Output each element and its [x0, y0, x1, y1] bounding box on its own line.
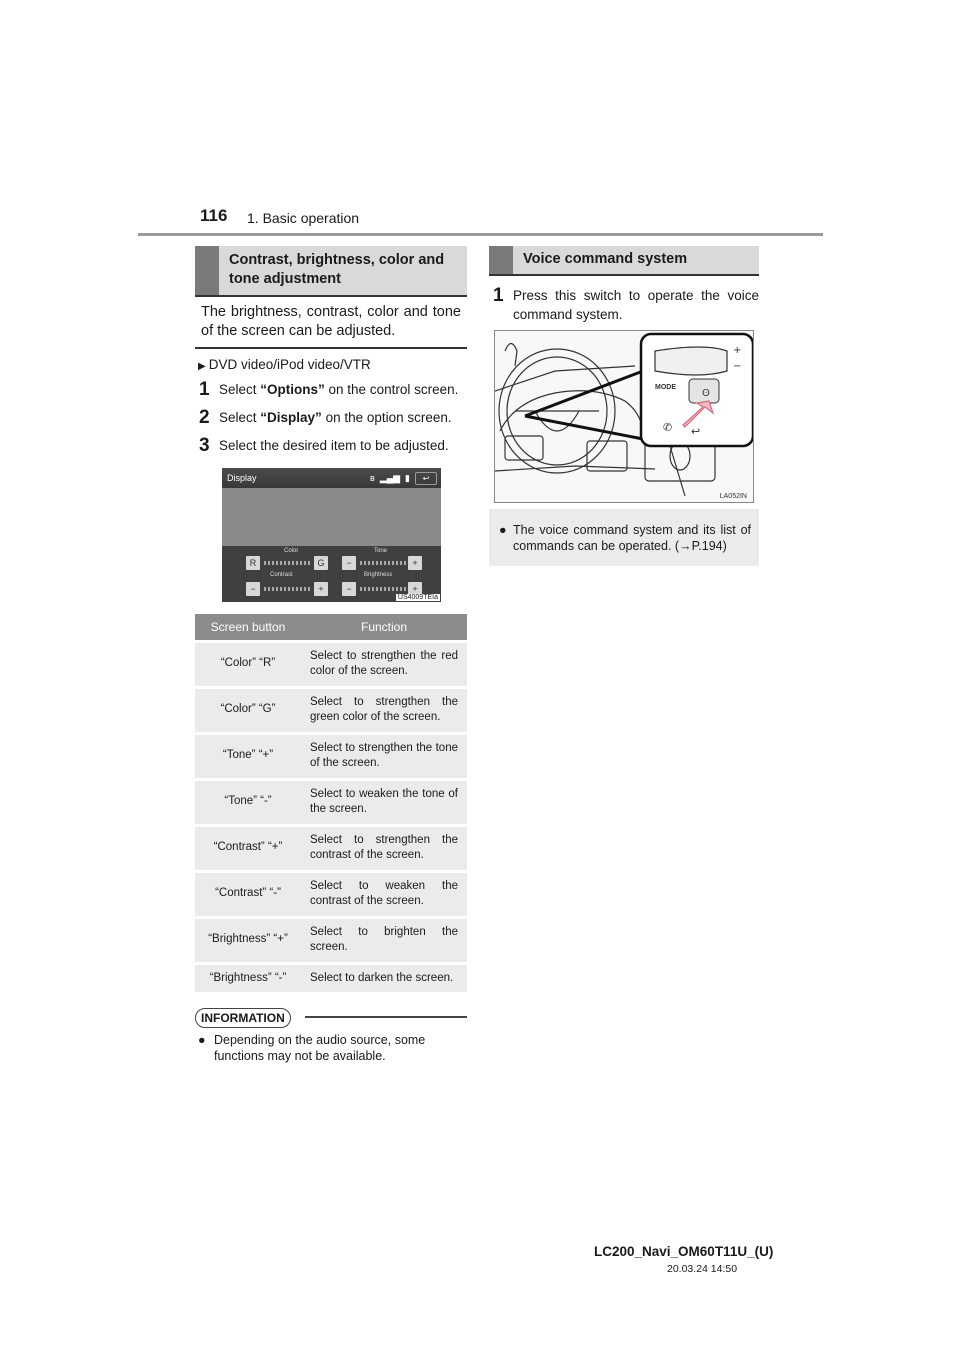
- contrast-slider: [264, 587, 312, 591]
- button-cell: “Brightness” “-”: [195, 963, 301, 992]
- button-cell: “Color” “R”: [195, 641, 301, 687]
- function-cell: Select to weaken the contrast of the screen.: [301, 871, 467, 917]
- table-row: [195, 687, 467, 733]
- step-text: Press this switch to operate the voice command system.: [513, 288, 759, 322]
- sub-bullet: [195, 357, 467, 372]
- circle-bullet-icon: ●: [499, 523, 507, 537]
- battery-icon: ▮: [405, 472, 410, 483]
- steering-wheel-illustration: [495, 331, 754, 503]
- section-heading: [195, 246, 467, 295]
- function-cell: Select to strengthen the tone of the screen.: [301, 733, 467, 779]
- contrast-minus-button: −: [246, 582, 260, 596]
- svg-text:MODE: MODE: [655, 384, 676, 391]
- contrast-label: Contrast: [270, 572, 293, 578]
- screen-preview: [222, 488, 441, 546]
- image-code: LA052IN: [719, 493, 747, 500]
- button-cell: “Contrast” “-”: [195, 871, 301, 917]
- function-cell: Select to strengthen the green color of the screen.: [301, 687, 467, 733]
- color-label: Color: [284, 548, 299, 554]
- step-3: [195, 436, 467, 456]
- svg-text:−: −: [733, 361, 742, 372]
- step-1: [489, 286, 759, 324]
- column-header: Function: [301, 614, 467, 641]
- sub-bullet-label: DVD video/iPod video/VTR: [208, 357, 371, 372]
- tone-minus-button: −: [342, 556, 356, 570]
- tone-slider: [360, 561, 408, 565]
- note-text: The voice command system and its list of commands can be operated. (→P.194): [513, 523, 751, 553]
- footer-model: LC200_Navi_OM60T11U_(U): [594, 1244, 774, 1259]
- function-cell: Select to strengthen the red color of the screen.: [301, 641, 467, 687]
- step-2: [195, 408, 467, 428]
- step-text: Select “Display” on the option screen.: [219, 410, 452, 425]
- svg-text:↩: ↩: [691, 425, 701, 438]
- note-item: [497, 522, 751, 554]
- table-row: [195, 917, 467, 963]
- note-box: [489, 509, 759, 566]
- svg-text:✆: ✆: [663, 421, 673, 434]
- step-text: Select “Options” on the control screen.: [219, 382, 459, 397]
- button-cell: “Tone” “-”: [195, 779, 301, 825]
- header-rule: [138, 233, 823, 236]
- screen-title-bar: [222, 468, 441, 488]
- heading-text: Voice command system: [523, 251, 688, 267]
- function-cell: Select to strengthen the contrast of the screen.: [301, 825, 467, 871]
- steering-wheel-image: [494, 330, 754, 503]
- function-cell: Select to darken the screen.: [301, 963, 467, 992]
- step-number: 1: [493, 285, 504, 306]
- tone-plus-button: +: [408, 556, 422, 570]
- section-heading: [489, 246, 759, 274]
- table-row: [195, 733, 467, 779]
- image-code: US4009TEIa: [397, 594, 438, 601]
- button-cell: “Brightness” “+”: [195, 917, 301, 963]
- brightness-label: Brightness: [364, 572, 393, 578]
- column-header: Screen button: [195, 614, 301, 641]
- screen-title: Display: [227, 473, 257, 483]
- left-column: [195, 246, 467, 1064]
- information-tag: INFORMATION: [195, 1008, 291, 1028]
- signal-icon: ▂▄▆: [379, 472, 401, 483]
- function-table: [195, 614, 467, 992]
- button-cell: “Tone” “+”: [195, 733, 301, 779]
- table-row: [195, 779, 467, 825]
- heading-bar: [195, 246, 219, 295]
- heading-bar: [489, 246, 513, 274]
- back-arrow-icon: ↩: [415, 472, 437, 485]
- brightness-plus-button: +: [408, 582, 422, 596]
- step-number: 1: [199, 379, 210, 400]
- display-screen-image: [222, 468, 441, 602]
- color-slider: [264, 561, 312, 565]
- tone-label: Tone: [374, 548, 388, 554]
- brightness-minus-button: −: [342, 582, 356, 596]
- intro-text: The brightness, contrast, color and tone of the screen can be adjusted.: [195, 297, 467, 349]
- heading-rule: [489, 274, 759, 276]
- information-item: [195, 1032, 467, 1064]
- contrast-plus-button: +: [314, 582, 328, 596]
- section-title: 1. Basic operation: [247, 210, 360, 226]
- step-number: 2: [199, 407, 210, 428]
- svg-text:+: +: [733, 345, 742, 356]
- table-header-row: [195, 614, 467, 641]
- information-text: Depending on the audio source, some functions may not be available.: [214, 1032, 426, 1063]
- right-column: [489, 246, 759, 566]
- function-cell: Select to weaken the tone of the screen.: [301, 779, 467, 825]
- information-rule: [305, 1016, 467, 1018]
- step-text: Select the desired item to be adjusted.: [219, 438, 449, 453]
- table-row: [195, 963, 467, 992]
- function-cell: Select to brighten the screen.: [301, 917, 467, 963]
- svg-text:ʘ: ʘ: [702, 388, 710, 399]
- button-cell: “Contrast” “+”: [195, 825, 301, 871]
- triangle-bullet-icon: ▶: [198, 361, 206, 372]
- bluetooth-icon: ʙ: [370, 473, 375, 483]
- step-number: 3: [199, 435, 210, 456]
- page-number: 116: [200, 206, 228, 225]
- table-row: [195, 871, 467, 917]
- heading-text: Contrast, brightness, color and tone adjustment: [229, 252, 445, 287]
- step-1: [195, 380, 467, 400]
- footer-date: 20.03.24 14:50: [667, 1263, 738, 1275]
- table-row: [195, 825, 467, 871]
- table-row: [195, 641, 467, 687]
- brightness-slider: [360, 587, 408, 591]
- circle-bullet-icon: ●: [198, 1032, 206, 1047]
- color-r-button: R: [246, 556, 260, 570]
- color-g-button: G: [314, 556, 328, 570]
- button-cell: “Color” “G”: [195, 687, 301, 733]
